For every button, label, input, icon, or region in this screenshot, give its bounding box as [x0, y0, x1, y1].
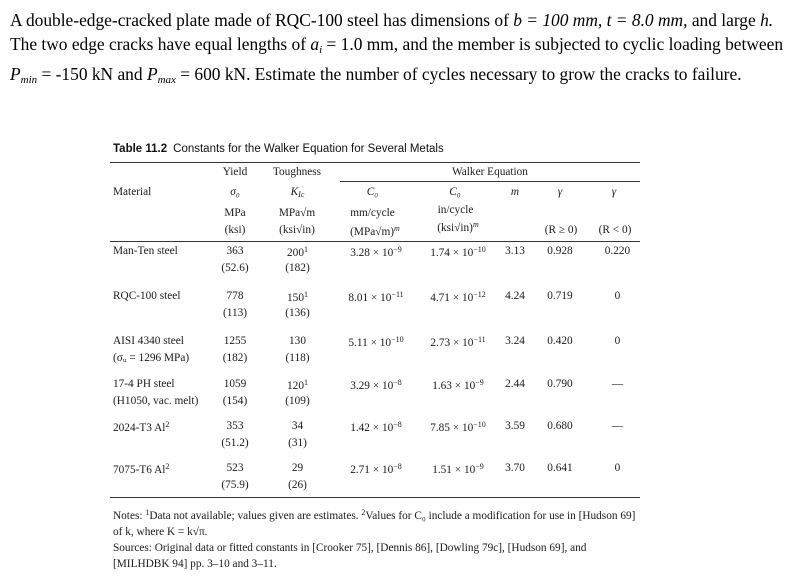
header-m: m	[510, 186, 520, 198]
table-top-rule	[110, 162, 640, 163]
toughness-ksi: (26)	[288, 479, 307, 491]
c0-si-exponent: −8	[393, 420, 402, 429]
c0-si-mantissa: 2.71 × 10	[350, 464, 394, 476]
header-bottom-rule	[110, 241, 640, 242]
gamma-r-lt-0: 0	[614, 462, 621, 474]
yield-ksi: (154)	[222, 395, 248, 407]
walker-m: 3.70	[505, 462, 525, 474]
note-1-text: Data not available; values given are estimates.	[149, 510, 359, 522]
c0-si	[336, 378, 416, 392]
c0-si	[336, 335, 416, 349]
material-name-text: 7075-T6 Al	[113, 464, 166, 476]
material-name	[113, 378, 175, 390]
toughness-ksi: (118)	[285, 352, 310, 364]
c0-si-exponent: −10	[391, 335, 404, 344]
walker-m: 4.24	[505, 290, 525, 302]
gamma-r-ge-0: 0.790	[547, 378, 573, 390]
c0-si	[336, 462, 416, 476]
header-gamma-1: γ	[557, 186, 563, 198]
gamma-r-ge-0: 0.641	[547, 462, 573, 474]
toughness-ksi: (109)	[285, 395, 310, 407]
dimension-t: t = 8.0 mm,	[606, 10, 688, 30]
unit-in-cycle: in/cycle	[437, 204, 474, 216]
toughness-mpa	[270, 378, 325, 392]
toughness-mpa	[270, 245, 325, 259]
pmin-subscript: min	[20, 74, 38, 86]
gamma-r-ge-0: 0.719	[547, 290, 573, 302]
c0-us	[418, 335, 498, 349]
note-2-marker: 2	[361, 508, 366, 517]
c0-si-exponent: −9	[393, 245, 402, 254]
material-footnote-marker: 2	[165, 420, 170, 429]
pmin-symbol: P	[10, 64, 21, 84]
pmin-value: = -150 kN and	[41, 64, 143, 84]
c0-us-exponent: −11	[473, 335, 486, 344]
pmax-symbol: P	[146, 64, 158, 84]
c0-si-exponent: −11	[391, 290, 404, 299]
c0-si-mantissa: 1.42 × 10	[350, 422, 394, 434]
yield-mpa: 1255	[223, 335, 247, 347]
toughness-mpa	[270, 290, 325, 304]
header-yield: Yield	[222, 166, 248, 178]
walker-m: 3.24	[505, 335, 525, 347]
c0-us-exponent: −9	[475, 378, 484, 387]
c0-us-mantissa: 1.51 × 10	[432, 464, 476, 476]
unit-exponent-m-us: m	[472, 220, 479, 229]
pmax-subscript: max	[157, 74, 176, 86]
yield-mpa: 778	[226, 290, 244, 302]
material-name-text: AISI 4340 steel	[113, 335, 184, 347]
walker-m: 3.13	[505, 245, 525, 257]
gamma-r-lt-0: 0	[614, 290, 621, 302]
yield-mpa: 523	[226, 462, 244, 474]
material-name	[113, 420, 169, 434]
unit-ksi-sqrt-in: (ksi√in)	[279, 224, 315, 236]
dimension-h: h.	[760, 10, 774, 30]
table-bottom-rule	[110, 497, 640, 498]
header-toughness: Toughness	[272, 166, 322, 178]
c0-us-exponent: −9	[475, 462, 484, 471]
toughness-mpa-value: 29	[291, 462, 304, 474]
material-name-text: RQC-100 steel	[113, 290, 181, 302]
material-name	[113, 335, 184, 347]
gamma-r-ge-0: 0.680	[547, 420, 573, 432]
c0-si	[336, 420, 416, 434]
unit-mpa-sqrt-m-base: (MPa√m)	[350, 226, 395, 238]
yield-ksi: (182)	[222, 352, 248, 364]
header-material: Material	[113, 186, 152, 198]
c0-us	[418, 245, 498, 259]
c0-si-exponent: −8	[393, 462, 402, 471]
yield-ksi: (75.9)	[221, 479, 249, 491]
material-name-text: Man-Ten steel	[113, 245, 178, 257]
crack-length-subscript: i	[319, 44, 323, 56]
table-caption: Constants for the Walker Equation for Several Metals	[173, 143, 444, 155]
header-c0-si: C₀	[366, 186, 379, 198]
c0-si-mantissa: 3.29 × 10	[350, 380, 394, 392]
toughness-ksi: (182)	[285, 262, 310, 274]
unit-ksi-sqrt-in-pow	[418, 220, 498, 234]
unit-r-lt-0: (R < 0)	[598, 224, 632, 236]
c0-si	[336, 245, 416, 259]
sources-text: Sources: Original data or fitted constants in [Crooker 75], [Dennis 86], [Dowling 79c], [Hudson 69], and [MILHDBK 94] pp. 3–10 and 3–11.	[113, 542, 587, 570]
dimension-b: b = 100 mm,	[513, 10, 603, 30]
toughness-footnote-marker: 1	[303, 378, 308, 387]
unit-mpa-sqrt-m-pow	[335, 224, 415, 238]
unit-r-ge-0: (R ≥ 0)	[544, 224, 578, 236]
header-sigma0: σ₀	[230, 186, 240, 198]
gamma-r-ge-0: 0.928	[547, 245, 573, 257]
unit-exponent-m-si: m	[394, 224, 400, 233]
toughness-mpa-value: 34	[291, 420, 304, 432]
crack-length-value: = 1.0 mm, and the member is subjected to cyclic loading between	[326, 34, 784, 54]
gamma-r-lt-0: 0	[614, 335, 621, 347]
toughness-mpa-value: 150	[287, 292, 304, 304]
toughness-footnote-marker: 1	[303, 245, 308, 254]
unit-ksi-sqrt-in-base: (ksi√in)	[437, 222, 473, 234]
yield-mpa: 353	[226, 420, 244, 432]
material-name	[113, 462, 169, 476]
toughness-mpa-value: 130	[289, 335, 306, 347]
c0-si-exponent: −8	[393, 378, 402, 387]
header-walker: Walker Equation	[452, 166, 528, 178]
header-kic-subscript: Ic	[298, 190, 305, 199]
yield-ksi: (52.6)	[221, 262, 249, 274]
c0-us-mantissa: 7.85 × 10	[430, 422, 474, 434]
c0-us-mantissa: 1.74 × 10	[430, 247, 474, 259]
walker-m: 2.44	[505, 378, 525, 390]
unit-mpa-sqrt-m: MPa√m	[278, 207, 316, 219]
material-footnote-marker: 2	[165, 462, 170, 471]
crack-length-symbol: a	[310, 34, 320, 54]
yield-mpa: 363	[226, 245, 244, 257]
problem-text-3: The two edge cracks have equal lengths of	[10, 34, 307, 54]
toughness-mpa	[270, 335, 325, 347]
note-2-text: Values for C₀ include a modification for use in [Hudson 69] of k, where K = k√π.	[113, 510, 636, 538]
c0-us-mantissa: 4.71 × 10	[430, 292, 474, 304]
material-detail: (H1050, vac. melt)	[113, 395, 199, 407]
yield-ksi: (113)	[222, 307, 248, 319]
yield-ksi: (51.2)	[221, 437, 249, 449]
c0-us-exponent: −10	[473, 245, 486, 254]
c0-us-exponent: −10	[473, 420, 486, 429]
c0-si-mantissa: 8.01 × 10	[348, 292, 392, 304]
material-detail: (σᵤ = 1296 MPa)	[113, 352, 190, 364]
toughness-ksi: (136)	[285, 307, 310, 319]
header-gamma-2: γ	[611, 186, 617, 198]
c0-us	[418, 378, 498, 392]
c0-si-mantissa: 3.28 × 10	[350, 247, 394, 259]
header-kic	[270, 186, 325, 199]
header-kic-symbol: K	[290, 186, 299, 198]
gamma-r-ge-0: 0.420	[547, 335, 573, 347]
table-title	[113, 143, 444, 155]
pmax-value: = 600 kN. Estimate the number of cycles necessary to grow the cracks to failure.	[180, 64, 742, 84]
walker-m: 3.59	[505, 420, 525, 432]
toughness-mpa	[270, 420, 325, 432]
c0-si-mantissa: 5.11 × 10	[348, 337, 392, 349]
toughness-mpa-value: 120	[287, 380, 304, 392]
walker-group-rule	[340, 181, 640, 182]
c0-us-exponent: −12	[473, 290, 486, 299]
notes-label: Notes:	[113, 510, 143, 522]
material-name	[113, 245, 178, 257]
problem-statement	[10, 8, 800, 92]
unit-mpa: MPa	[224, 207, 246, 219]
toughness-mpa-value: 200	[287, 247, 304, 259]
c0-us-mantissa: 2.73 × 10	[430, 337, 474, 349]
gamma-r-lt-0: —	[611, 420, 624, 432]
material-name	[113, 290, 180, 302]
c0-us	[418, 420, 498, 434]
gamma-r-lt-0: 0.220	[604, 245, 631, 257]
c0-us	[418, 462, 498, 476]
toughness-footnote-marker: 1	[303, 290, 308, 299]
table-notes	[113, 505, 643, 572]
unit-ksi: (ksi)	[224, 224, 246, 236]
toughness-mpa	[270, 462, 325, 474]
c0-si	[336, 290, 416, 304]
c0-us-mantissa: 1.63 × 10	[432, 380, 476, 392]
problem-text-1: A double-edge-cracked plate made of RQC-100 steel has dimensions of	[10, 10, 509, 30]
gamma-r-lt-0: —	[611, 378, 624, 390]
note-1-marker: 1	[145, 508, 150, 517]
yield-mpa: 1059	[223, 378, 247, 390]
header-c0-us: C₀	[449, 186, 461, 198]
material-name-text: 17-4 PH steel	[113, 378, 175, 390]
unit-mm-cycle: mm/cycle	[350, 207, 395, 219]
table-label: Table 11.2	[113, 143, 168, 155]
toughness-ksi: (31)	[288, 437, 307, 449]
problem-text-2: and large	[691, 10, 756, 30]
material-name-text: 2024-T3 Al	[113, 422, 166, 434]
c0-us	[418, 290, 498, 304]
